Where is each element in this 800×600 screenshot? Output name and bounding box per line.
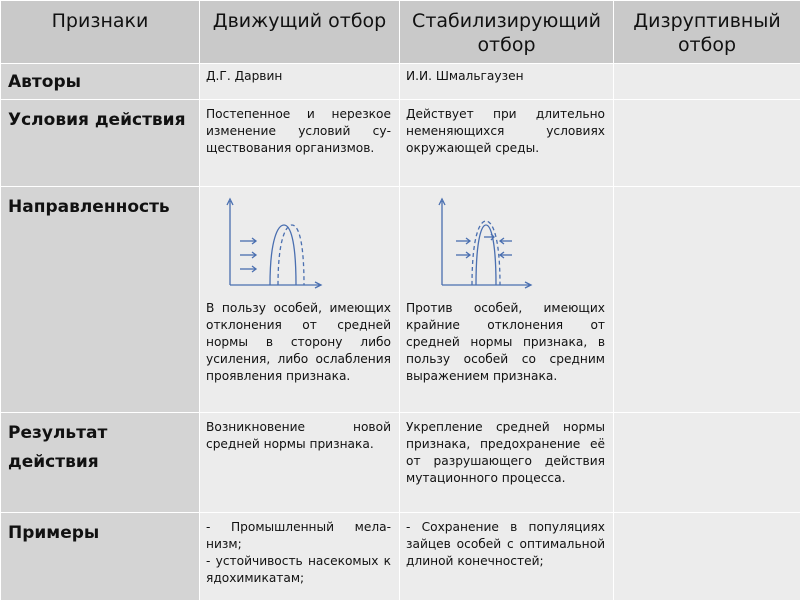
example-item: - устойчивость насекомых к ядохимикатам; [206,554,391,585]
cell-examples-disruptive [614,513,800,600]
stabilizing-selection-diagram [400,195,612,295]
cell-authors-disruptive [614,64,800,100]
cell-authors-stabilizing: И.И. Шмальгаузен [400,64,614,100]
table-row [1,513,800,600]
example-item: - Сохранение в популяциях зайцев особей с оптимальной длиной конечностей; [406,520,605,568]
row-label-direction: Направленность [1,187,200,413]
cell-conditions-stabilizing: Действует при длительно неменяющихся условиях окружающей среды. [400,100,614,187]
row-label-authors: Авторы [1,64,200,100]
header-row [1,1,800,64]
narrowed-distribution-curve [476,225,496,285]
cell-result-disruptive [614,413,800,513]
cell-conditions-driving: Постепенное и нерезкое изменение условий су-ществования организмов. [200,100,400,187]
driving-selection-diagram [200,195,398,295]
cell-result-driving: Возникновение новой средней нормы признака. [200,413,400,513]
row-label-result: Результат действия [1,413,200,513]
row-label-conditions: Условия действия [1,100,200,187]
cell-direction-disruptive [614,187,800,413]
cell-direction-driving: В пользу особей, имеющих отклонения от средней нормы в сторону либо усиления, либо ослабления проявления признака. [200,187,400,413]
cell-direction-stabilizing: Против особей, имеющих крайние отклонения от средней нормы признака, в пользу особей со средним выражением признака. [400,187,614,413]
table-row [1,64,800,100]
row-label-examples: Примеры [1,513,200,600]
selection-pressure-arrows [456,234,512,258]
header-features: Признаки [1,1,200,64]
cell-conditions-disruptive [614,100,800,187]
cell-examples-driving [200,513,400,600]
cell-examples-stabilizing [400,513,614,600]
header-stabilizing-selection: Стабилизирующий отбор [400,1,614,64]
table-row [1,413,800,513]
example-item: - Промышленный мела-низм; [206,520,391,551]
table-row [1,100,800,187]
cell-result-stabilizing: Укрепление средней нормы признака, предохранение её от разрушающего действия мутационного процесса. [400,413,614,513]
header-driving-selection: Движущий отбор [200,1,400,64]
cell-authors-driving: Д.Г. Дарвин [200,64,400,100]
header-disruptive-selection: Дизруптивный отбор [614,1,800,64]
selection-pressure-arrows [240,238,256,272]
original-distribution-curve [270,225,296,285]
table-row [1,187,800,413]
